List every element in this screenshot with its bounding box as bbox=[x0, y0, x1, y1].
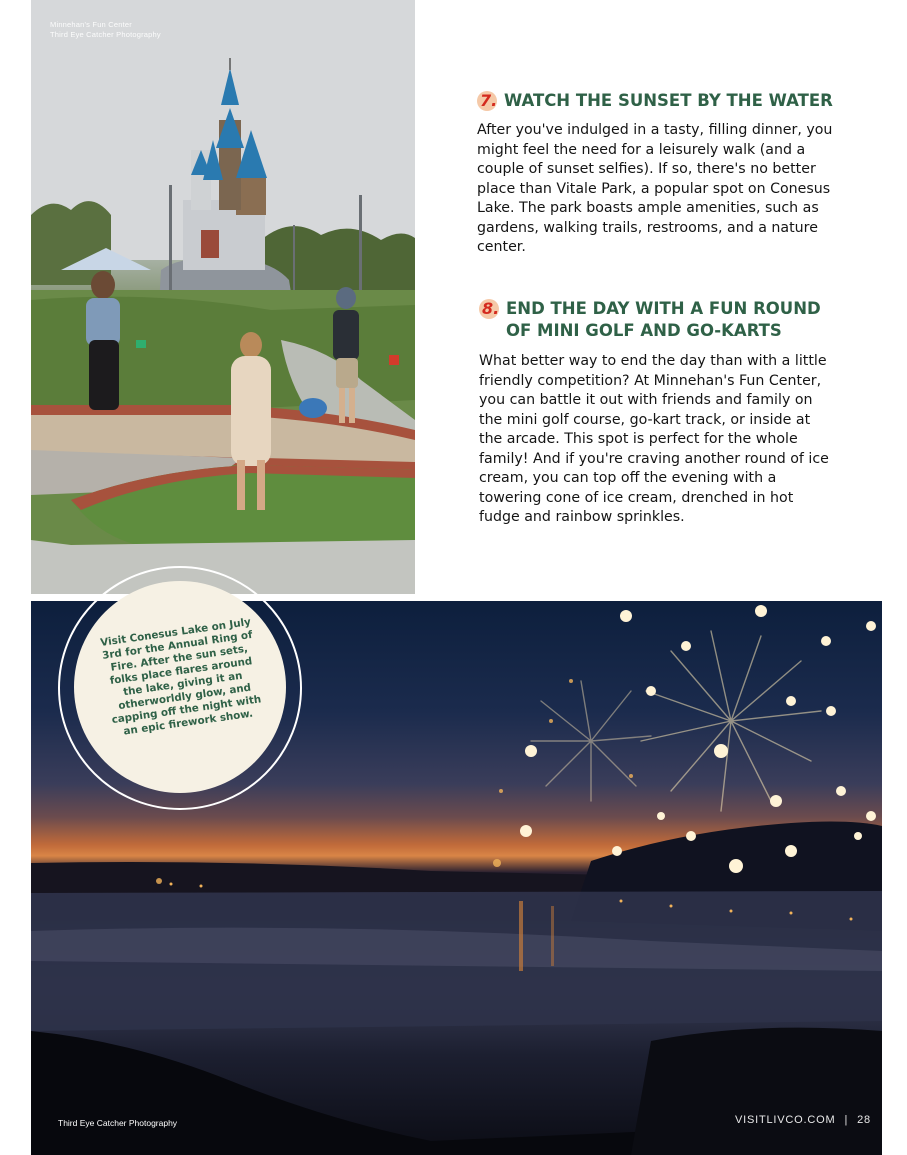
section-number-badge bbox=[479, 299, 500, 320]
photo-credit-location: Minnehan's Fun Center bbox=[50, 20, 132, 29]
mini-golf-scene-illustration bbox=[31, 0, 415, 594]
section-heading bbox=[477, 90, 837, 112]
section-body: After you've indulged in a tasty, filling dinner, you might feel the need for a leisurely walk (and a couple of sunset selfies). If so, there's no better place than Vitale Park, a popular spot on Conesus Lake. The park boasts ample amenities, such as gardens, walking trails, restrooms, and a nature center. bbox=[477, 122, 833, 255]
page-footer bbox=[735, 1114, 871, 1126]
section-number: 8. bbox=[482, 299, 500, 318]
photo-credit-top bbox=[50, 20, 161, 40]
photo-credit-photographer: Third Eye Catcher Photography bbox=[50, 30, 161, 39]
section-heading bbox=[479, 298, 839, 342]
footer-website: VISITLIVCO.COM bbox=[735, 1114, 836, 1126]
section-body: What better way to end the day than with a little friendly competition? At Minnehan's Fun Center, you can battle it out with friends and family on the mini golf course, go-kart track, or inside at the arcade. This spot is perfect for the whole family! And if you're craving another round of ice cream, you can top off the evening with a towering cone of ice cream, drenched in hot fudge and rainbow sprinkles. bbox=[479, 353, 829, 525]
photo-credit-bottom: Third Eye Catcher Photography bbox=[58, 1118, 178, 1128]
section-number-badge bbox=[477, 91, 498, 112]
section-watch-sunset bbox=[477, 90, 837, 258]
section-number: 7. bbox=[480, 91, 498, 110]
page-number: 28 bbox=[857, 1114, 871, 1126]
mini-golf-photo bbox=[31, 0, 415, 594]
section-title: WATCH THE SUNSET BY THE WATER bbox=[504, 91, 833, 110]
section-title: END THE DAY WITH A FUN ROUND OF MINI GOLF AND GO-KARTS bbox=[506, 299, 821, 340]
section-mini-golf bbox=[479, 298, 839, 528]
callout-text: Visit Conesus Lake on July 3rd for the Annual Ring of Fire. After the sun sets, folks place flares around the lake, giving it an otherworldly glow, and capping off the night with an epic firework show. bbox=[99, 615, 262, 738]
footer-separator: | bbox=[844, 1114, 849, 1126]
